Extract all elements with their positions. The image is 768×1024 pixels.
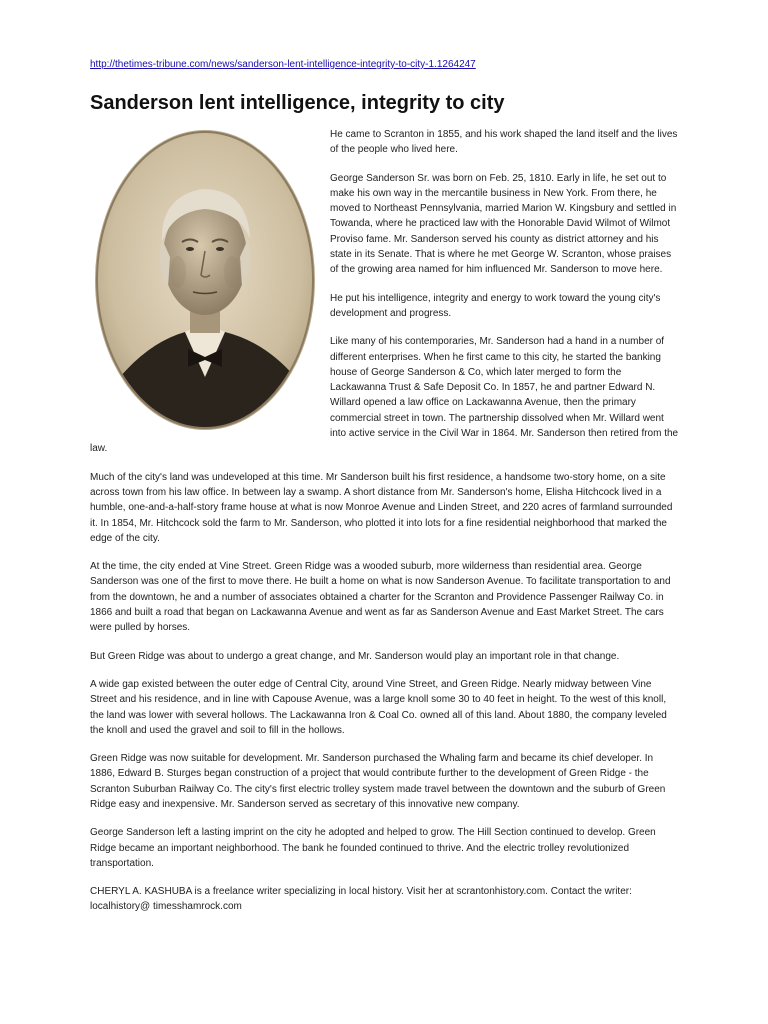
paragraph: George Sanderson left a lasting imprint on the city he adopted and helped to grow. The Hill Section continued to develop. Green Ridge became an important neighborhood. The bank he founded continued to thrive. And the electric trolley revolutionized transportation.	[90, 827, 656, 869]
paragraph: But Green Ridge was about to undergo a great change, and Mr. Sanderson would play an important role in that change.	[90, 650, 620, 662]
portrait-image	[90, 127, 320, 433]
paragraph: George Sanderson Sr. was born on Feb. 25, 1810. Early in life, he set out to make his own way in the mercantile business in New York. From there, he moved to Northeast Pennsylvania, married Marion W. Kingsbury and settled in Towanda, where he practiced law with the Honorable David Wilmot of Wilmot Proviso fame. Mr. Sanderson served his county as district attorney and his state in its Senate. That is where he met George W. Scranton, whose praises of the growing area named for him influenced Mr. Sanderson to move here.	[330, 172, 677, 276]
paragraph: A wide gap existed between the outer edge of Central City, around Vine Street, and Green Ridge. Nearly midway between Vine Street and his residence, and in line with Capouse Avenue, was a large knoll some 30 to 40 feet in height. To the west of this knoll, the land was lower with several hollows. The Lackawanna Iron & Coal Co. owned all of this land. About 1880, the company leveled the knoll and used the gravel and soil to fill in the hollows.	[90, 678, 667, 736]
article-title: Sanderson lent intelligence, integrity to city	[90, 92, 505, 114]
paragraph: Like many of his contemporaries, Mr. Sanderson had a hand in a number of different enterprises. When he first came to this city, he started the banking house of George Sanderson & Co, which later merged to form the Lackawanna Trust & Safe Deposit Co. In 1857, he and partner Edward N. Willard opened a law office on Lackawanna Avenue, then the primary commercial street in town. The partnership dissolved when Mr. Willard went into active service in the Civil War in 1864. Mr. Sanderson then retired from the law.	[90, 336, 679, 455]
paragraph: Much of the city's land was undeveloped at this time. Mr Sanderson built his first residence, a handsome two-story home, on a site across town from his law office. In between lay a swamp. A short distance from Mr. Sanderson's home, Elisha Hitchcock lived in a humble, one-and-a-half-story frame house at what is now Monroe Avenue and Linden Street, and 220 acres of farmland surrounded it. In 1854, Mr. Hitchcock sold the farm to Mr. Sanderson, who plotted it into lots for a fine residential neighborhood that marked the edge of the city.	[90, 471, 673, 544]
article-body	[90, 127, 680, 915]
author-note: CHERYL A. KASHUBA is a freelance writer specializing in local history. Visit her at scrantonhistory.com. Contact the writer: localhistory@ timesshamrock.com	[90, 886, 632, 913]
paragraph: He put his intelligence, integrity and energy to work toward the young city's development and progress.	[330, 292, 661, 319]
paragraph: He came to Scranton in 1855, and his work shaped the land itself and the lives of the people who lived here.	[330, 129, 678, 156]
portrait-photo-icon	[90, 127, 320, 433]
article-page	[90, 58, 680, 928]
paragraph: At the time, the city ended at Vine Street. Green Ridge was a wooded suburb, more wilderness than residential area. George Sanderson was one of the first to move there. He built a home on what is now Sanderson Avenue. To facilitate transportation to and from the downtown, he and a number of associates obtained a charter for the Scranton and Providence Passenger Railway Co. in 1866 and built a road that began on Lackawanna Avenue and went as far as Sanderson Avenue and East Market Street. The cars were pulled by horses.	[90, 561, 671, 634]
paragraph: Green Ridge was now suitable for development. Mr. Sanderson purchased the Whaling farm and became its chief developer. In 1886, Edward B. Sturges began construction of a project that would contribute further to the development of Green Ridge - the Scranton Suburban Railway Co. The city's first electric trolley system made travel between the downtown and the suburb of Green Ridge easy and inexpensive. Mr. Sanderson served as secretary of this innovative new company.	[90, 753, 666, 810]
source-url-link[interactable]: http://thetimes-tribune.com/news/sanderson-lent-intelligence-integrity-to-city-1.1264247	[90, 59, 476, 70]
